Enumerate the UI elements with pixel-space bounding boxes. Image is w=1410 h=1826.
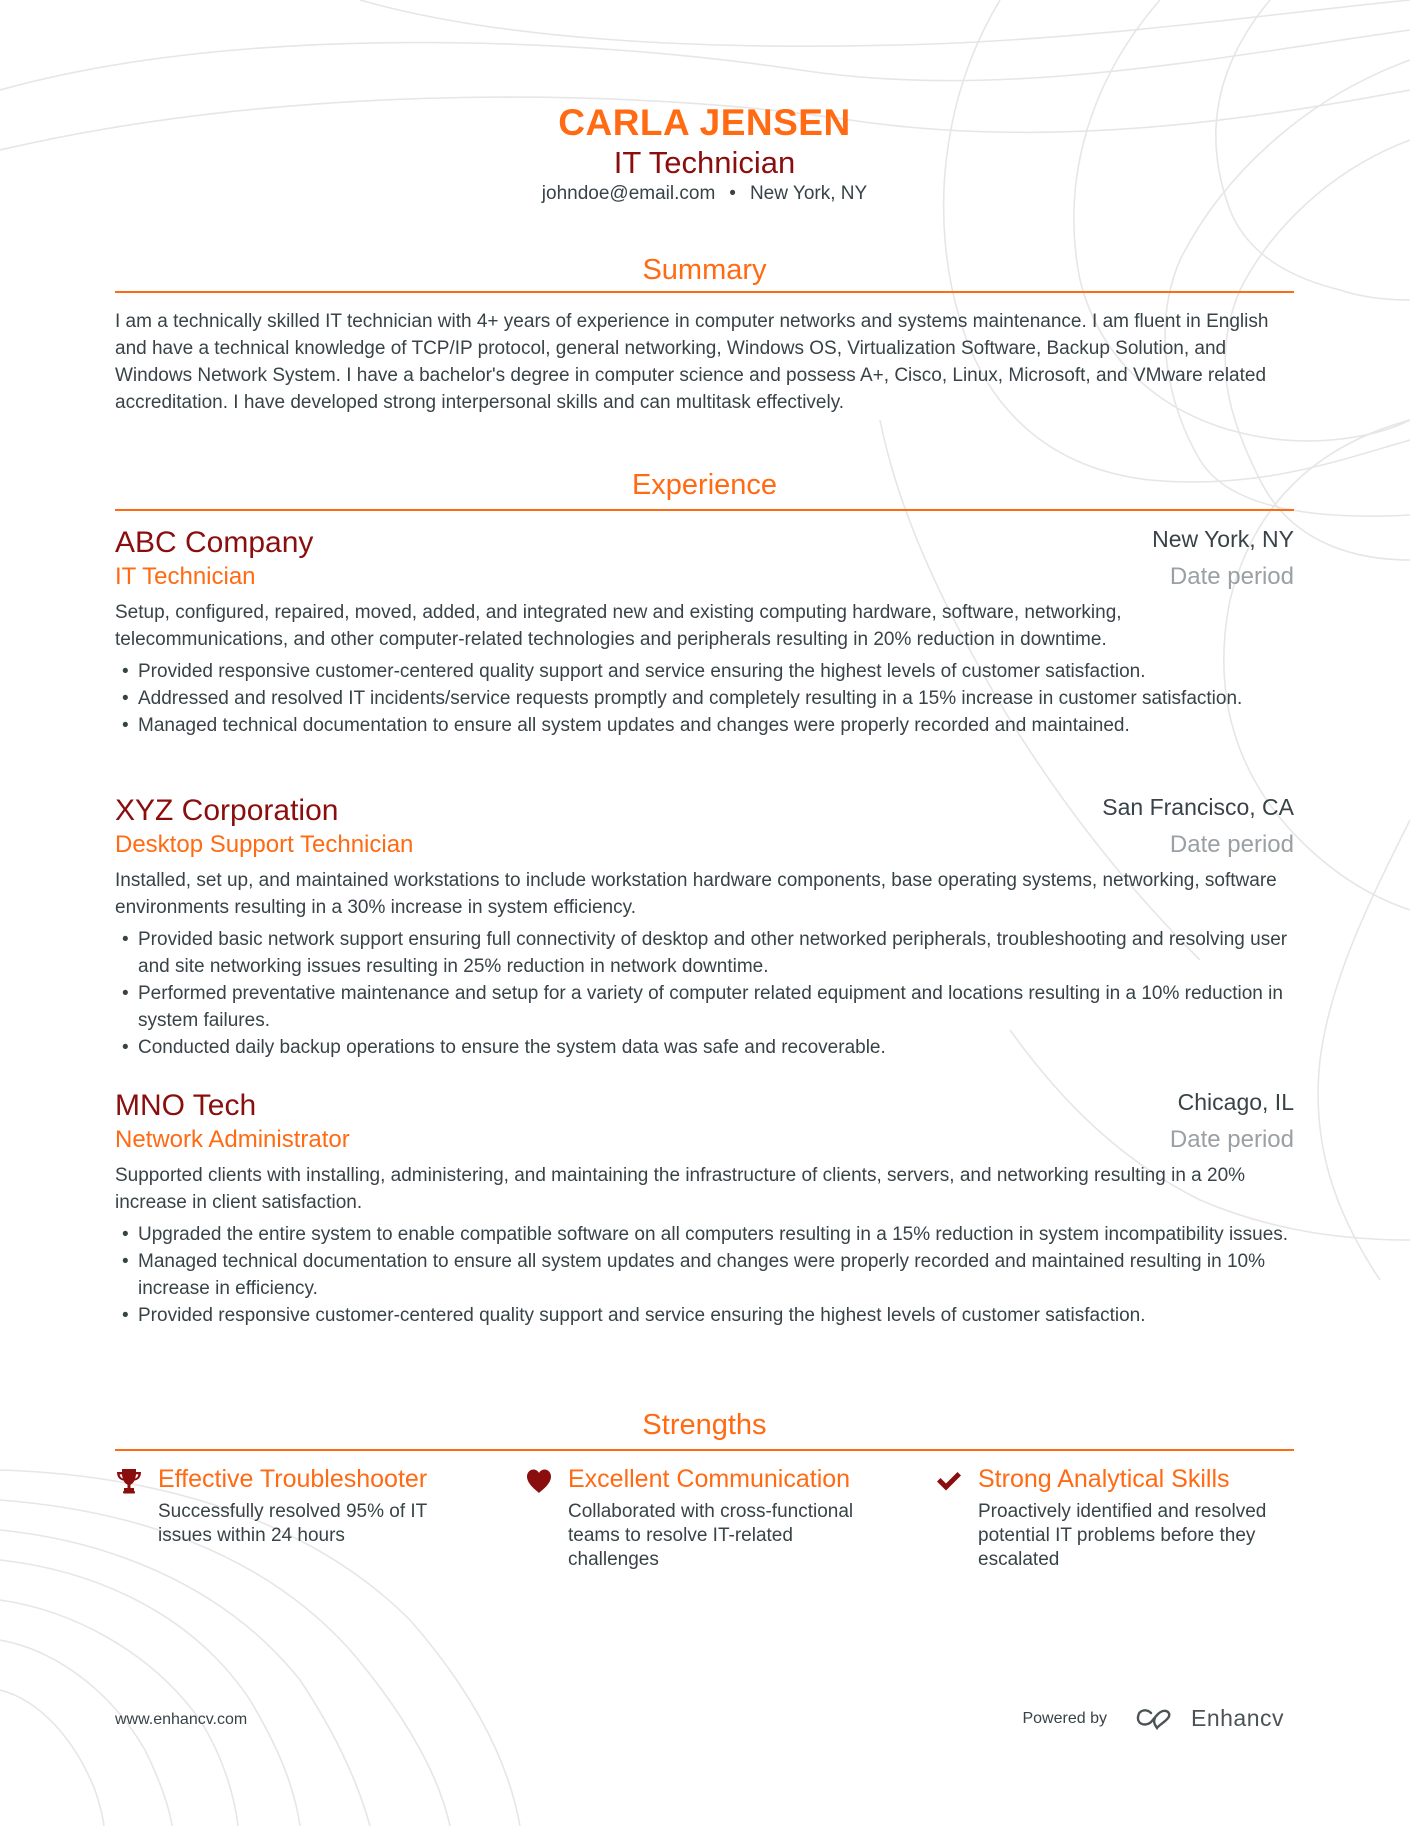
section-title-experience: Experience xyxy=(631,469,778,501)
strength-title: Effective Troubleshooter xyxy=(158,1465,428,1493)
strength-title: Strong Analytical Skills xyxy=(978,1465,1230,1493)
job-location: Chicago, IL xyxy=(1177,1089,1294,1115)
section-divider xyxy=(115,1449,1294,1451)
strength-description: Proactively identified and resolved potential IT problems before they escalated xyxy=(978,1501,1267,1570)
section-title-summary: Summary xyxy=(642,254,767,286)
trophy-icon xyxy=(115,1467,143,1495)
powered-by[interactable] xyxy=(1022,1705,1284,1732)
separator-dot: • xyxy=(729,183,736,204)
job-date: Date period xyxy=(1169,831,1294,858)
strength-title: Excellent Communication xyxy=(568,1465,851,1493)
job-location: New York, NY xyxy=(1152,526,1294,552)
footer-website-link[interactable]: www.enhancv.com xyxy=(115,1711,248,1728)
email-link[interactable]: johndoe@email.com xyxy=(541,183,716,204)
enhancv-logo-icon xyxy=(1135,1706,1181,1732)
bullet-item: • Managed technical documentation to ensure all system updates and changes were properly recorded and maintained resulting in 10% increase in efficiency. xyxy=(115,1248,1294,1302)
bullet-item: • Upgraded the entire system to enable compatible software on all computers resulting in a 15% reduction in system incompatibility issues. xyxy=(115,1221,1294,1248)
bullet-item: • Provided basic network support ensuring full connectivity of desktop and other networked peripherals, troubleshooting and resolving user and site networking issues resulting in 25% reduction in network downtime. xyxy=(115,926,1294,980)
strength-description: Collaborated with cross-functional teams to resolve IT-related challenges xyxy=(568,1501,854,1570)
job-role: Network Administrator xyxy=(115,1126,350,1153)
section-title-strengths: Strengths xyxy=(642,1409,767,1441)
bullet-item: • Conducted daily backup operations to ensure the system data was safe and recoverable. xyxy=(115,1034,1294,1061)
job-bullets xyxy=(115,926,1294,1061)
location-text: New York, NY xyxy=(749,183,868,204)
bullet-item: • Performed preventative maintenance and setup for a variety of computer related equipment and locations resulting in a 10% reduction in system failures. xyxy=(115,980,1294,1034)
bullet-item: • Provided responsive customer-centered quality support and service ensuring the highest levels of customer satisfaction. xyxy=(115,658,1294,685)
job-company: XYZ Corporation xyxy=(115,794,339,827)
job-date: Date period xyxy=(1169,563,1294,590)
enhancv-brand-name: Enhancv xyxy=(1190,1705,1284,1731)
job-company: MNO Tech xyxy=(115,1089,257,1122)
bullet-dot: • xyxy=(122,661,129,682)
check-icon xyxy=(935,1467,963,1495)
candidate-title: IT Technician xyxy=(613,145,796,180)
bullet-dot: • xyxy=(122,983,129,1004)
bullet-dot: • xyxy=(122,688,129,709)
powered-by-label: Powered by xyxy=(1022,1709,1107,1727)
heart-icon xyxy=(525,1467,553,1495)
contact-line xyxy=(115,181,1294,207)
bullet-dot: • xyxy=(122,1224,129,1245)
job-bullets xyxy=(115,658,1294,739)
bullet-dot: • xyxy=(122,1037,129,1058)
job-description: Setup, configured, repaired, moved, added, and integrated new and existing computing hardware, software, networking, telecommunications, and other computer-related technologies and peripherals resulting in 20% reduction in downtime. xyxy=(115,602,1122,650)
job-description: Installed, set up, and maintained workstations to include workstation hardware components, base operating systems, networking, software environments resulting in a 30% increase in system efficiency. xyxy=(115,870,1277,918)
strength-description: Successfully resolved 95% of IT issues within 24 hours xyxy=(158,1501,427,1546)
job-location: San Francisco, CA xyxy=(1102,794,1294,820)
section-divider xyxy=(115,291,1294,293)
bullet-dot: • xyxy=(122,715,129,736)
job-role: Desktop Support Technician xyxy=(115,831,414,858)
bullet-dot: • xyxy=(122,1251,129,1272)
job-description: Supported clients with installing, administering, and maintaining the infrastructure of clients, servers, and networking resulting in a 20% increase in client satisfaction. xyxy=(115,1165,1246,1213)
section-divider xyxy=(115,509,1294,511)
candidate-name: CARLA JENSEN xyxy=(558,102,851,143)
bullet-dot: • xyxy=(122,929,129,950)
job-bullets xyxy=(115,1221,1294,1329)
bullet-item: • Provided responsive customer-centered quality support and service ensuring the highest levels of customer satisfaction. xyxy=(115,1302,1294,1329)
bullet-item: • Managed technical documentation to ensure all system updates and changes were properly recorded and maintained. xyxy=(115,712,1294,739)
job-company: ABC Company xyxy=(115,526,314,559)
bullet-dot: • xyxy=(122,1305,129,1326)
job-date: Date period xyxy=(1169,1126,1294,1153)
summary-text: I am a technically skilled IT technician with 4+ years of experience in computer networks and systems maintenance. I am fluent in English and have a technical knowledge of TCP/IP protocol, general networking, Windows OS, Virtualization Software, Backup Solution, and Windows Network System. I have a bachelor's degree in computer science and possess A+, Cisco, Linux, Microsoft, and VMware related accreditation. I have developed strong interpersonal skills and can multitask effectively. xyxy=(115,311,1269,413)
bullet-item: • Addressed and resolved IT incidents/service requests promptly and completely resulting in a 15% increase in customer satisfaction. xyxy=(115,685,1294,712)
job-role: IT Technician xyxy=(115,563,256,590)
